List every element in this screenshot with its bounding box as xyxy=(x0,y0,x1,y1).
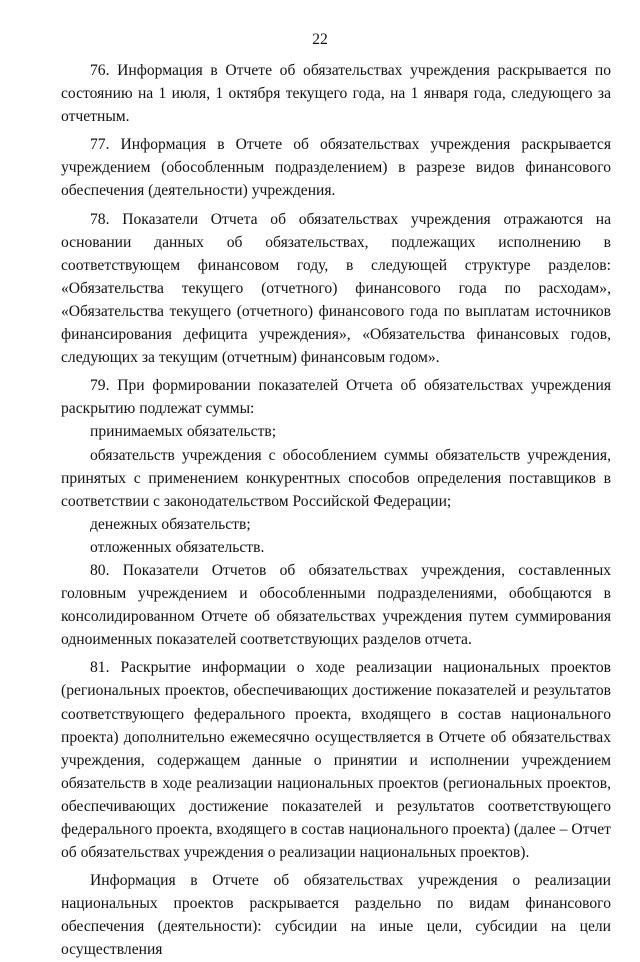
page-number: 22 xyxy=(312,31,328,48)
list-item: отложенных обязательств. xyxy=(90,538,265,556)
paragraph-81-continued: Информация в Отчете об обязательствах учреждения о реализации национальных проектов раскрывается раздельно по видам финансового обеспечения (деятельности): субсидии на иные цели, субсидии на цели осуществления xyxy=(61,872,611,959)
paragraph-80: 80. Показатели Отчетов об обязательствах учреждения, составленных головным учреждением и обособленными подразделениями, обобщаются в консолидированном Отчете об обязательствах учреждения путем суммирования одноименных показателей соответствующих разделов отчета. xyxy=(61,561,611,649)
list-item: обязательств учреждения с обособлением суммы обязательств учреждения, принятых с применением конкурентных способов определения поставщиков в соответствии с законодательством Российской Федерации; xyxy=(61,446,611,510)
paragraph-81: 81. Раскрытие информации о ходе реализации национальных проектов (региональных проектов, обеспечивающих достижение показателей и результатов соответствующего федерального проекта, входящего в состав национального проекта) дополнительно ежемесячно осуществляется в Отчете об обязательствах учреждения, содержащем данные о принятии и исполнении учреждением обязательств в ходе реализации национальных проектов (региональных проектов, обеспечивающих достижение показателей и результатов соответствующего федерального проекта, входящего в состав национального проекта) (далее – Отчет об обязательствах учреждения о реализации национальных проектов). xyxy=(61,659,611,862)
list-item: принимаемых обязательств; xyxy=(90,423,277,441)
paragraph-77: 77. Информация в Отчете об обязательствах учреждения раскрывается учреждением (обособленным подразделением) в разрезе видов финансового обеспечения (деятельности) учреждения. xyxy=(61,136,611,200)
paragraph-79: 79. При формировании показателей Отчета об обязательствах учреждения раскрытию подлежат суммы: xyxy=(61,377,611,418)
paragraph-76: 76. Информация в Отчете об обязательствах учреждения раскрывается по состоянию на 1 июля, 1 октября текущего года, на 1 января года, следующего за отчетным. xyxy=(61,62,611,126)
list-item: денежных обязательств; xyxy=(90,515,251,533)
document-body xyxy=(61,59,611,962)
paragraph-78: 78. Показатели Отчета об обязательствах учреждения отражаются на основании данных об обязательствах, подлежащих исполнению в соответствующем финансовом году, в следующей структуре разделов: «Обязательства текущего (отчетного) финансового года по расходам», «Обязательства текущего (отчетного) финансового года по выплатам источников финансирования дефицита учреждения», «Обязательства финансовых годов, следующих за текущим (отчетным) финансовым годом». xyxy=(61,210,611,367)
